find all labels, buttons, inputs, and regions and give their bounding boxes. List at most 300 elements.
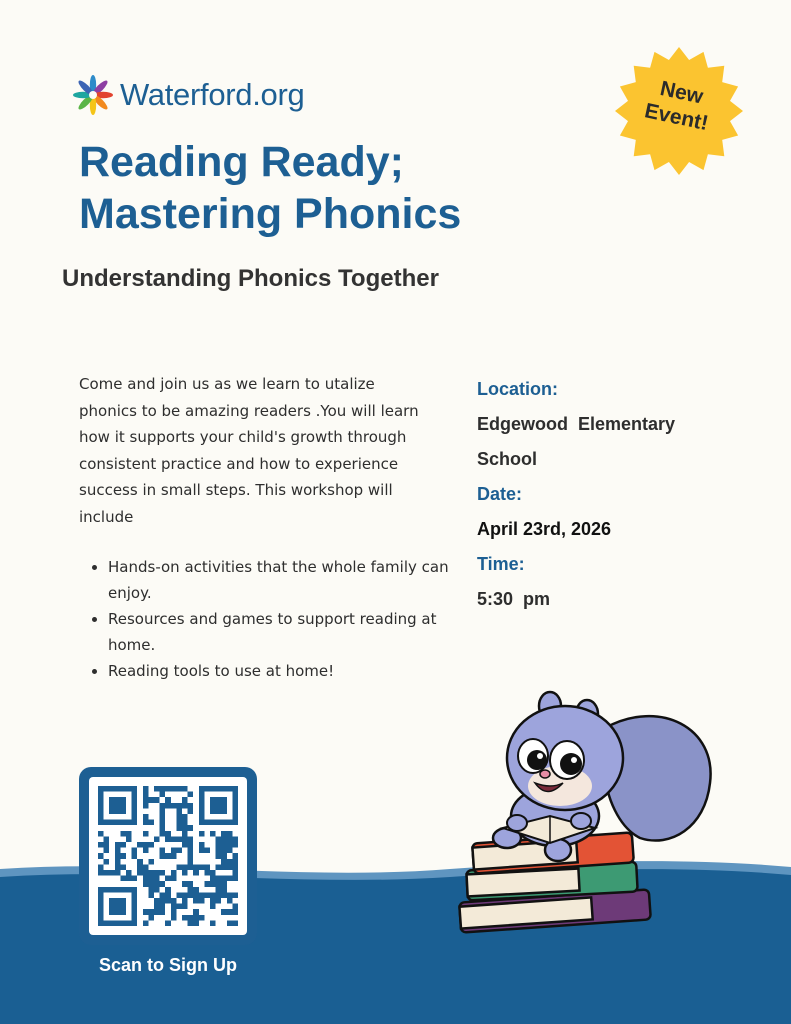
qr-module: [188, 842, 194, 848]
qr-module: [193, 915, 199, 921]
qr-module: [98, 808, 104, 814]
qr-module: [104, 870, 110, 876]
qr-module: [232, 786, 238, 792]
qr-module: [227, 876, 233, 882]
qr-module: [115, 786, 121, 792]
qr-module: [176, 836, 182, 842]
qr-module: [199, 842, 205, 848]
qr-module: [216, 786, 222, 792]
qr-module: [137, 859, 143, 865]
qr-module: [126, 786, 132, 792]
location-label: Location:: [477, 379, 558, 399]
qr-module: [115, 909, 121, 915]
qr-module: [132, 892, 138, 898]
qr-module: [98, 797, 104, 803]
qr-module: [188, 881, 194, 887]
qr-module: [148, 859, 154, 865]
qr-module: [148, 881, 154, 887]
qr-module: [232, 859, 238, 865]
qr-module: [199, 814, 205, 820]
qr-module: [176, 892, 182, 898]
qr-module: [154, 887, 160, 893]
qr-module: [143, 909, 149, 915]
qr-module: [160, 831, 166, 837]
qr-module: [182, 803, 188, 809]
qr-module: [188, 808, 194, 814]
qr-module: [176, 864, 182, 870]
page-title: Reading Ready; Mastering Phonics: [79, 138, 462, 238]
qr-module: [120, 808, 126, 814]
qr-module: [227, 920, 233, 926]
qr-module: [182, 825, 188, 831]
qr-module: [104, 836, 110, 842]
qr-module: [120, 920, 126, 926]
qr-module: [132, 887, 138, 893]
qr-module: [182, 898, 188, 904]
qr-module: [104, 887, 110, 893]
qr-module: [227, 898, 233, 904]
qr-module: [109, 898, 115, 904]
qr-module: [115, 898, 121, 904]
qr-module: [126, 836, 132, 842]
qr-module: [115, 803, 121, 809]
qr-module: [221, 848, 227, 854]
qr-module: [176, 808, 182, 814]
qr-module: [221, 853, 227, 859]
qr-module: [232, 870, 238, 876]
qr-module: [148, 876, 154, 882]
qr-module: [115, 820, 121, 826]
qr-module: [109, 870, 115, 876]
qr-module: [143, 920, 149, 926]
qr-module: [182, 786, 188, 792]
qr-module: [221, 797, 227, 803]
qr-module: [232, 842, 238, 848]
qr-module: [115, 808, 121, 814]
qr-module: [120, 876, 126, 882]
qr-module: [210, 808, 216, 814]
qr-module: [132, 909, 138, 915]
qr-module: [143, 842, 149, 848]
qr-module: [232, 864, 238, 870]
qr-module: [154, 898, 160, 904]
qr-module: [143, 797, 149, 803]
qr-module: [160, 803, 166, 809]
qr-module: [227, 786, 233, 792]
qr-module: [132, 820, 138, 826]
qr-module: [221, 864, 227, 870]
qr-module: [182, 864, 188, 870]
qr-module: [216, 892, 222, 898]
qr-module: [227, 831, 233, 837]
qr-module: [98, 870, 104, 876]
qr-module: [109, 786, 115, 792]
qr-module: [165, 876, 171, 882]
qr-module: [176, 904, 182, 910]
list-item: • Resources and games to support reading at home.: [108, 606, 463, 658]
qr-module: [210, 876, 216, 882]
qr-module: [98, 909, 104, 915]
qr-module: [165, 831, 171, 837]
qr-module: [98, 820, 104, 826]
qr-module: [126, 820, 132, 826]
qr-module: [171, 870, 177, 876]
qr-module: [188, 915, 194, 921]
qr-module: [104, 820, 110, 826]
qr-module: [148, 909, 154, 915]
qr-module: [176, 786, 182, 792]
qr-module: [148, 820, 154, 826]
qr-module: [154, 836, 160, 842]
qr-module: [221, 909, 227, 915]
qr-module: [176, 848, 182, 854]
qr-module: [120, 864, 126, 870]
qr-module: [221, 881, 227, 887]
qr-module: [232, 904, 238, 910]
qr-module: [193, 898, 199, 904]
qr-module: [182, 797, 188, 803]
qr-module: [176, 825, 182, 831]
qr-module: [126, 876, 132, 882]
qr-module: [109, 909, 115, 915]
qr-module: [199, 898, 205, 904]
qr-module: [154, 786, 160, 792]
qr-module: [221, 859, 227, 865]
intro-paragraph: Come and join us as we learn to utalize phonics to be amazing readers .You will learn how it supports your child's growth through consistent practice and how to experience success in small steps. This workshop will include: [79, 375, 419, 526]
qr-module: [98, 803, 104, 809]
qr-module: [160, 814, 166, 820]
qr-module: [232, 797, 238, 803]
qr-module: [160, 808, 166, 814]
qr-module: [199, 848, 205, 854]
qr-module: [132, 848, 138, 854]
page-subtitle: Understanding Phonics Together: [62, 265, 439, 292]
qr-module: [182, 820, 188, 826]
qr-module: [148, 892, 154, 898]
qr-module: [232, 853, 238, 859]
qr-module: [210, 786, 216, 792]
qr-module: [227, 842, 233, 848]
qr-module: [171, 836, 177, 842]
qr-module: [160, 909, 166, 915]
date-label: Date:: [477, 484, 523, 504]
qr-module: [104, 920, 110, 926]
qr-module: [148, 842, 154, 848]
qr-module: [126, 831, 132, 837]
qr-module: [216, 803, 222, 809]
qr-module: [165, 803, 171, 809]
qr-module: [126, 887, 132, 893]
qr-module: [154, 870, 160, 876]
qr-module: [137, 864, 143, 870]
qr-module: [160, 853, 166, 859]
qr-module: [120, 831, 126, 837]
qr-module: [210, 803, 216, 809]
qr-module: [160, 792, 166, 798]
qr-module: [182, 842, 188, 848]
qr-module: [132, 786, 138, 792]
qr-module: [193, 864, 199, 870]
qr-module: [98, 920, 104, 926]
qr-module: [232, 876, 238, 882]
qr-module: [199, 892, 205, 898]
qr-module: [137, 870, 143, 876]
qr-module: [98, 786, 104, 792]
location-line-2: School: [477, 449, 538, 469]
qr-module: [143, 876, 149, 882]
list-item: • Reading tools to use at home!: [108, 658, 463, 684]
date-value: April 23rd, 2026: [477, 519, 612, 539]
qr-module: [227, 836, 233, 842]
qr-module: [171, 909, 177, 915]
qr-module: [221, 820, 227, 826]
qr-module: [182, 881, 188, 887]
qr-module: [216, 836, 222, 842]
qr-module: [137, 842, 143, 848]
qr-module: [143, 881, 149, 887]
qr-module: [160, 820, 166, 826]
qr-module: [199, 808, 205, 814]
waterford-logo: [70, 72, 304, 118]
qr-module: [210, 904, 216, 910]
qr-module: [98, 904, 104, 910]
qr-module: [182, 831, 188, 837]
qr-module: [210, 870, 216, 876]
qr-module: [171, 803, 177, 809]
qr-module: [210, 831, 216, 837]
qr-module: [115, 920, 121, 926]
qr-module: [115, 848, 121, 854]
qr-module: [232, 920, 238, 926]
squirrel-reading-on-books-icon: [455, 688, 720, 958]
qr-module: [132, 898, 138, 904]
qr-module: [98, 864, 104, 870]
list-item: • Hands-on activities that the whole family can enjoy.: [108, 554, 463, 606]
qr-module: [120, 909, 126, 915]
qr-module: [104, 859, 110, 865]
qr-module: [132, 915, 138, 921]
qr-module: [182, 892, 188, 898]
qr-module: [109, 820, 115, 826]
qr-module: [216, 887, 222, 893]
qr-module: [132, 904, 138, 910]
qr-module: [154, 797, 160, 803]
qr-module: [227, 820, 233, 826]
qr-module: [199, 786, 205, 792]
qr-module: [232, 836, 238, 842]
qr-module: [115, 904, 121, 910]
qr-module: [132, 814, 138, 820]
qr-module: [210, 820, 216, 826]
qr-module: [210, 881, 216, 887]
qr-module: [210, 920, 216, 926]
qr-module: [232, 820, 238, 826]
qr-module: [154, 881, 160, 887]
qr-module: [193, 870, 199, 876]
qr-module: [115, 842, 121, 848]
qr-module: [143, 820, 149, 826]
qr-module: [115, 870, 121, 876]
qr-module: [160, 825, 166, 831]
qr-module: [216, 797, 222, 803]
qr-module: [104, 848, 110, 854]
qr-module: [232, 892, 238, 898]
qr-module: [216, 864, 222, 870]
qr-module: [98, 842, 104, 848]
qr-module: [188, 803, 194, 809]
qr-module: [109, 904, 115, 910]
qr-module: [143, 814, 149, 820]
qr-module: [154, 876, 160, 882]
qr-module: [227, 848, 233, 854]
qr-module: [98, 831, 104, 837]
qr-module: [216, 808, 222, 814]
qr-module: [120, 887, 126, 893]
qr-code-icon: [98, 786, 238, 926]
qr-module: [160, 848, 166, 854]
qr-module: [188, 825, 194, 831]
qr-module: [120, 797, 126, 803]
qr-module: [120, 820, 126, 826]
qr-module: [210, 892, 216, 898]
qr-module: [176, 803, 182, 809]
qr-module: [221, 876, 227, 882]
qr-module: [232, 792, 238, 798]
qr-module: [148, 870, 154, 876]
qr-module: [216, 881, 222, 887]
qr-module: [160, 898, 166, 904]
qr-module: [227, 909, 233, 915]
qr-module: [148, 887, 154, 893]
qr-module: [171, 848, 177, 854]
qr-module: [210, 797, 216, 803]
qr-module: [199, 797, 205, 803]
qr-module: [221, 892, 227, 898]
qr-module: [154, 909, 160, 915]
qr-module: [199, 864, 205, 870]
qr-module: [171, 915, 177, 921]
qr-module: [120, 898, 126, 904]
qr-module: [120, 842, 126, 848]
qr-module: [232, 803, 238, 809]
location-line-1: Edgewood Elementary: [477, 414, 676, 434]
qr-module: [232, 909, 238, 915]
qr-module: [143, 803, 149, 809]
qr-module: [143, 848, 149, 854]
qr-module: [115, 887, 121, 893]
qr-module: [171, 853, 177, 859]
qr-module: [165, 892, 171, 898]
qr-module: [182, 870, 188, 876]
qr-module: [171, 876, 177, 882]
qr-module: [165, 836, 171, 842]
qr-module: [120, 803, 126, 809]
qr-module: [216, 853, 222, 859]
qr-module: [221, 836, 227, 842]
qr-module: [204, 820, 210, 826]
qr-module: [115, 797, 121, 803]
qr-module: [221, 803, 227, 809]
qr-module: [188, 853, 194, 859]
qr-module: [148, 797, 154, 803]
qr-module: [216, 876, 222, 882]
qr-module: [188, 848, 194, 854]
qr-module: [199, 915, 205, 921]
qr-module: [109, 803, 115, 809]
qr-module: [132, 853, 138, 859]
qr-module: [221, 842, 227, 848]
qr-module: [221, 808, 227, 814]
qr-module: [227, 892, 233, 898]
qr-module: [193, 892, 199, 898]
qr-module: [188, 892, 194, 898]
qr-module: [199, 831, 205, 837]
qr-module: [98, 853, 104, 859]
qr-module: [182, 904, 188, 910]
qr-module: [109, 920, 115, 926]
scan-to-sign-up-caption: Scan to Sign Up: [98, 955, 237, 975]
time-value: 5:30 pm: [477, 589, 551, 609]
qr-module: [232, 814, 238, 820]
badge-line-1: New: [658, 77, 706, 109]
qr-module: [176, 814, 182, 820]
qr-module: [115, 853, 121, 859]
qr-code-card[interactable]: [79, 767, 257, 945]
qr-module: [126, 870, 132, 876]
qr-module: [104, 786, 110, 792]
qr-module: [115, 864, 121, 870]
qr-module: [143, 792, 149, 798]
qr-module: [120, 786, 126, 792]
qr-module: [165, 797, 171, 803]
qr-module: [143, 786, 149, 792]
qr-module: [104, 842, 110, 848]
qr-module: [120, 853, 126, 859]
qr-module: [182, 836, 188, 842]
qr-module: [193, 920, 199, 926]
qr-module: [98, 814, 104, 820]
qr-module: [98, 898, 104, 904]
qr-module: [193, 887, 199, 893]
qr-module: [165, 853, 171, 859]
workshop-list: [79, 554, 463, 684]
qr-module: [221, 887, 227, 893]
badge-line-2: Event!: [642, 99, 711, 136]
qr-module: [132, 803, 138, 809]
qr-module: [98, 887, 104, 893]
qr-module: [188, 836, 194, 842]
qr-module: [132, 920, 138, 926]
qr-module: [98, 892, 104, 898]
qr-module: [109, 797, 115, 803]
qr-module: [115, 859, 121, 865]
qr-module: [176, 820, 182, 826]
qr-module: [182, 814, 188, 820]
qr-module: [160, 892, 166, 898]
qr-module: [188, 792, 194, 798]
qr-module: [204, 870, 210, 876]
qr-module: [132, 797, 138, 803]
qr-module: [171, 898, 177, 904]
qr-module: [148, 915, 154, 921]
qr-module: [204, 786, 210, 792]
qr-module: [143, 870, 149, 876]
qr-module: [210, 898, 216, 904]
qr-module: [232, 808, 238, 814]
qr-module: [216, 842, 222, 848]
qr-module: [204, 864, 210, 870]
event-details: [477, 372, 757, 617]
